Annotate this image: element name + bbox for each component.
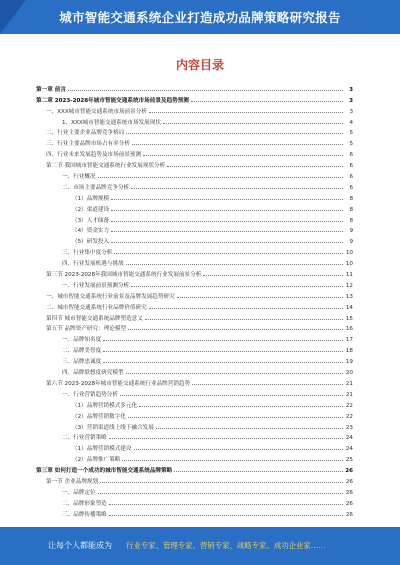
toc-entry-label: 第四节 城市智能交通系统品牌塑造意义 [46,315,143,322]
toc-entry-label: （1）品牌营销模式建设 [72,446,132,453]
toc-leader-dots [126,133,343,134]
toc-entry[interactable] [36,496,353,507]
toc-page-number: 5 [349,141,353,148]
toc-entry[interactable] [36,463,353,474]
toc-leader-dots [134,449,344,450]
toc-leader-dots [100,482,343,483]
toc-leader-dots [103,340,343,341]
toc-entry[interactable] [36,507,353,518]
toc-page-number: 23 [345,424,353,431]
toc-leader-dots [132,144,343,145]
toc-entry-label: 四、行业发展机遇与挑战 [62,261,124,268]
toc-page-number: 22 [345,402,353,409]
toc-leader-dots [149,112,343,113]
toc-entry[interactable] [36,202,353,213]
toc-entry-label: 第二章 2023-2028年城市智能交通系统市场前景及趋势预测 [36,97,189,104]
toc-entry-label: （4）资金实力 [72,228,110,235]
toc-page-number: 8 [349,195,353,202]
toc-entry[interactable] [36,332,353,343]
toc-entry[interactable] [36,191,353,202]
toc-page-number: 3 [349,108,353,115]
toc-entry-label: 一、行业概况 [62,174,96,181]
toc-entry[interactable] [36,169,353,180]
toc-leader-dots [149,308,343,309]
toc-entry[interactable] [36,224,353,235]
toc-leader-dots [111,221,343,222]
toc-entry-label: 三、品牌传播策略 [62,511,107,518]
toc-page-number: 18 [345,348,353,355]
footer-banner [0,527,400,565]
toc-entry-label: 四、行业未来发展趋势及市场前景预测 [46,152,142,159]
toc-entry[interactable] [36,354,353,365]
toc-leader-dots [126,373,343,374]
toc-entry-label: 第五节 品牌资产研究：理论模型 [46,326,127,333]
toc-entry-label: 第一章 前言 [36,86,66,93]
toc-leader-dots [128,417,343,418]
toc-entry-label: 第二节 我国城市智能交通系统行业发展现状分析 [46,163,166,170]
toc-entry-label: 二、行业主要企业品牌竞争格局 [46,130,125,137]
toc-entry[interactable] [36,158,353,169]
toc-leader-dots [128,329,343,330]
footer-slogan: 让每个人都能成为 [48,541,112,550]
toc-entry-label: 二、品牌美誉度 [62,348,102,355]
toc-page-number: 10 [345,261,353,268]
toc-entry-label: （2）品牌推广策略 [72,457,121,464]
toc-leader-dots [68,90,343,91]
toc-page-number: 26 [345,500,353,507]
toc-leader-dots [103,351,343,352]
toc-entry[interactable] [36,409,353,420]
toc-entry[interactable] [36,300,353,311]
toc-entry[interactable] [36,93,353,104]
toc-leader-dots [192,384,343,385]
toc-page-number: 17 [345,337,353,344]
toc-leader-dots [156,428,343,429]
toc-page-number: 15 [345,315,353,322]
toc-page-number: 20 [345,370,353,377]
toc-leader-dots [203,275,343,276]
toc-leader-dots [131,286,343,287]
toc-page-number: 11 [345,272,353,279]
toc-entry[interactable] [36,398,353,409]
toc-entry-label: 二、行业营销策略 [62,435,107,442]
toc-page-number: 5 [349,130,353,137]
toc-entry[interactable] [36,376,353,387]
toc-leader-dots [109,515,343,516]
toc-entry[interactable] [36,245,353,256]
toc-page-number: 26 [345,489,353,496]
toc-leader-dots [174,471,343,472]
toc-leader-dots [163,123,343,124]
toc-entry[interactable] [36,474,353,485]
toc-leader-dots [126,264,343,265]
toc-entry-label: 第三章 如何打造一个成功的城市智能交通系统品牌策略 [36,468,173,475]
toc-entry[interactable] [36,278,353,289]
toc-entry[interactable] [36,322,353,333]
toc-entry[interactable] [36,147,353,158]
toc-heading: 内容目录 [175,58,224,72]
toc-entry[interactable] [36,126,353,137]
toc-entry-label: 第一节 企业品牌规划 [46,478,99,485]
toc-entry[interactable] [36,180,353,191]
toc-page-number: 6 [349,184,353,191]
toc-entry[interactable] [36,387,353,398]
toc-entry[interactable] [36,213,353,224]
toc-entry[interactable] [36,485,353,496]
footer-roles: 行业专家、管理专家、营销专家、战略专家、成功企业家…… [126,541,326,550]
toc-leader-dots [111,231,343,232]
toc-entry-label: （1）品牌规模 [72,195,110,202]
toc-leader-dots [114,253,343,254]
toc-page-number: 9 [349,239,353,246]
toc-page-number: 19 [345,359,353,366]
toc-leader-dots [167,166,343,167]
toc-page-number: 24 [345,435,353,442]
toc-entry-label: （3）人才储备 [72,217,110,224]
toc-entry-label: 第三节 2023-2028年我国城市智能交通系统行业发展前景分析 [46,272,202,279]
toc-entry-label: 三、品牌忠诚度 [62,359,102,366]
toc-entry-label: 1、XXX城市智能交通系统市场发展现状 [62,119,161,126]
toc-page-number: 8 [349,206,353,213]
toc-leader-dots [139,406,343,407]
toc-entry-label: 一、行业发展前景预测分析 [62,282,130,289]
toc-leader-dots [109,438,343,439]
toc-entry[interactable] [36,441,353,452]
toc-page-number: 26 [345,511,353,518]
toc-page-number: 26 [345,468,353,475]
toc-entry-label: 一、品牌定位 [62,489,96,496]
toc-entry[interactable] [36,267,353,278]
toc-page-number: 22 [345,413,353,420]
toc-page-number: 21 [345,391,353,398]
toc-leader-dots [111,210,343,211]
toc-page-number: 10 [345,250,353,257]
toc-entry-label: （5）研发投入 [72,239,110,246]
toc-entry[interactable] [36,365,353,376]
toc-entry[interactable] [36,104,353,115]
toc-entry-label: （3）营销渠道线上线下融合发展 [72,424,154,431]
toc-page-number: 3 [349,86,353,93]
toc-leader-dots [98,493,343,494]
toc-page-number: 16 [345,326,353,333]
toc-leader-dots [103,362,343,363]
table-of-contents [36,82,353,518]
toc-leader-dots [143,155,343,156]
toc-leader-dots [111,242,343,243]
toc-leader-dots [177,297,343,298]
toc-entry[interactable] [36,420,353,431]
toc-entry[interactable] [36,256,353,267]
toc-leader-dots [131,188,343,189]
toc-leader-dots [98,177,343,178]
toc-entry[interactable] [36,115,353,126]
toc-leader-dots [191,101,343,102]
toc-page-number: 13 [345,293,353,300]
toc-page-number: 14 [345,304,353,311]
toc-entry-label: 一、行业营销趋势分析 [62,391,118,398]
toc-entry-label: （1）品牌营销模式多元化 [72,402,138,409]
toc-entry-label: 二、市场主要品牌竞争分析 [62,184,130,191]
toc-entry-label: （2）渠道建设 [72,206,110,213]
toc-entry[interactable] [36,82,353,93]
toc-entry[interactable] [36,234,353,245]
report-title: 城市智能交通系统企业打造成功品牌策略研究报告 [59,10,341,25]
toc-entry-label: 第六节 2023-2028年城市智能交通系统行业品牌营销趋势 [46,380,191,387]
toc-leader-dots [111,199,343,200]
toc-entry[interactable] [36,343,353,354]
toc-leader-dots [120,395,343,396]
toc-entry-label: 三、行业集中度分析 [62,250,113,257]
toc-entry-label: 一、XXX城市智能交通系统市场前景分析 [46,108,147,115]
toc-page-number: 4 [349,119,353,126]
toc-page-number: 24 [345,446,353,453]
toc-entry[interactable] [36,452,353,463]
toc-page-number: 9 [349,228,353,235]
toc-entry-label: 一、品牌知名度 [62,337,102,344]
toc-entry[interactable] [36,431,353,442]
toc-page-number: 6 [349,174,353,181]
toc-entry-label: 二、品牌形象塑造 [62,500,107,507]
toc-page-number: 6 [349,163,353,170]
toc-leader-dots [109,504,343,505]
toc-entry-label: 三、行业主要品牌市场占有率分析 [46,141,130,148]
toc-entry-label: 四、品牌联想度研究模型 [62,370,124,377]
toc-entry-label: 二、城市智能交通系统行业品牌价值研究 [46,304,147,311]
toc-page-number: 25 [345,457,353,464]
toc-entry-label: （2）品牌营销数字化 [72,413,126,420]
toc-entry[interactable] [36,289,353,300]
toc-page-number: 12 [345,282,353,289]
toc-page-number: 21 [345,380,353,387]
toc-page-number: 8 [349,217,353,224]
toc-leader-dots [122,460,343,461]
header-banner [0,0,400,34]
toc-page-number: 3 [349,97,353,104]
toc-page-number: 26 [345,478,353,485]
toc-leader-dots [145,319,343,320]
toc-page-number: 6 [349,152,353,159]
toc-entry[interactable] [36,136,353,147]
toc-entry-label: 一、城市智能交通系统行业前景及品牌发展趋势研究 [46,293,175,300]
toc-entry[interactable] [36,311,353,322]
